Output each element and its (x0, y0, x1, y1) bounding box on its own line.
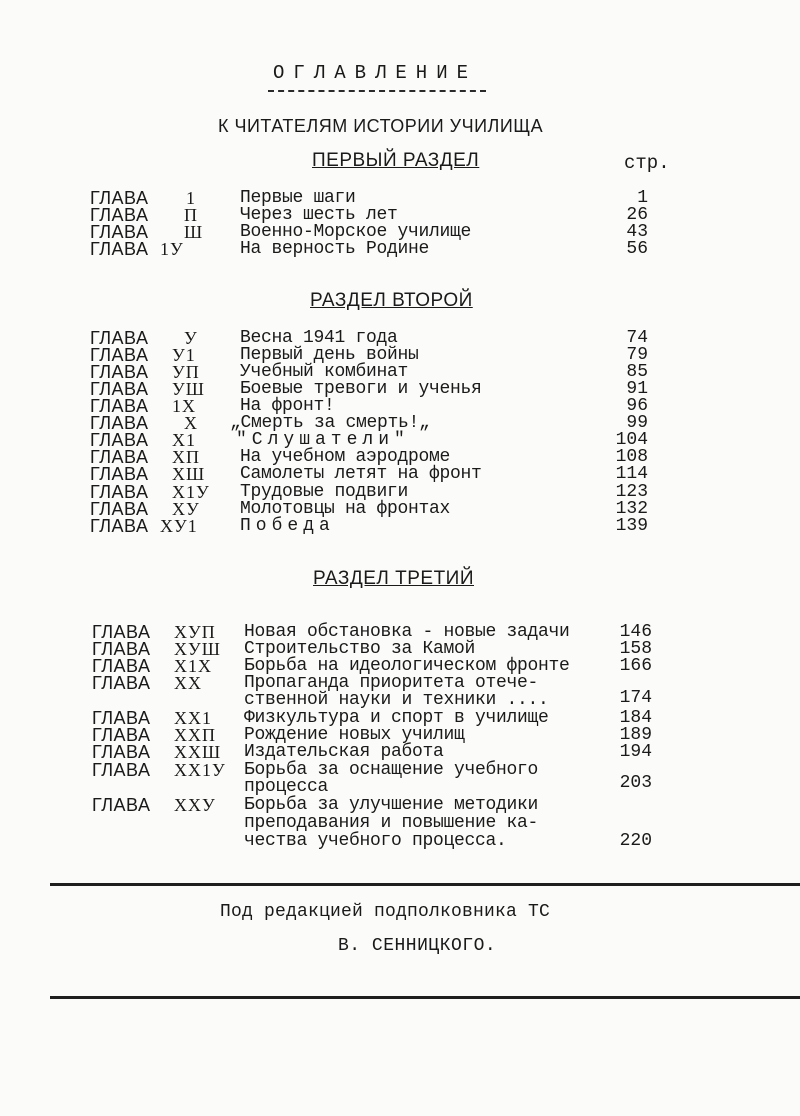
chapter-number: Х1Х (174, 656, 212, 676)
chapter-title-continued: чества учебного процесса. (244, 831, 507, 851)
chapter-title: Строительство за Камой (244, 639, 476, 659)
chapter-label: ГЛАВА (90, 447, 149, 467)
chapter-title-continued: процесса (244, 777, 329, 797)
chapter-label: ГЛАВА (92, 673, 151, 693)
chapter-label: ГЛАВА (90, 222, 149, 242)
chapter-title: Учебный комбинат (240, 362, 409, 382)
chapter-number: У (184, 328, 198, 348)
chapter-page: 174 (619, 688, 652, 708)
section-title-1: ПЕРВЫЙ РАЗДЕЛ (312, 150, 480, 171)
chapter-page: 85 (626, 362, 648, 382)
chapter-number: Х1 (172, 430, 196, 450)
chapter-page: 43 (626, 222, 648, 242)
chapter-number: ХХ1 (174, 708, 212, 728)
chapter-label: ГЛАВА (90, 499, 149, 519)
chapter-label: ГЛАВА (90, 413, 149, 433)
chapter-label: ГЛАВА (90, 396, 149, 416)
chapter-title: Физкультура и спорт в училище (244, 708, 549, 728)
separator-rule (50, 996, 800, 999)
chapter-number: Ш (184, 222, 204, 242)
chapter-label: ГЛАВА (92, 708, 151, 728)
chapter-page: 189 (619, 725, 652, 745)
toc-row-page (0, 688, 800, 710)
chapter-page: 132 (615, 499, 648, 519)
chapter-page: 104 (615, 430, 648, 450)
chapter-label: ГЛАВА (92, 656, 151, 676)
chapter-label: ГЛАВА (90, 345, 149, 365)
chapter-label: ГЛАВА (90, 464, 149, 484)
chapter-title: „Смерть за смерть!„ (230, 413, 430, 433)
chapter-page: 203 (619, 773, 652, 793)
editor-name: В. СЕННИЦКОГО. (338, 936, 497, 956)
chapter-number: ХХ1У (174, 760, 226, 780)
chapter-number: 1Х (172, 396, 196, 416)
toc-row-continuation (0, 815, 800, 832)
chapter-number: У1 (172, 345, 196, 365)
page-title: ОГЛАВЛЕНИЕ (272, 62, 478, 84)
separator-rule (50, 883, 800, 886)
chapter-title: Победа (240, 516, 335, 536)
chapter-number: 1 (186, 188, 196, 208)
chapter-title: На фронт! (240, 396, 335, 416)
chapter-number: ХХУ (174, 795, 216, 815)
chapter-number: Х (184, 413, 198, 433)
chapter-title: Борьба на идеологическом фронте (244, 656, 570, 676)
toc-row-continuation (0, 833, 800, 850)
chapter-page: 99 (626, 413, 648, 433)
chapter-label: ГЛАВА (90, 362, 149, 382)
chapter-title: Издательская работа (244, 742, 444, 762)
chapter-label: ГЛАВА (92, 795, 151, 815)
chapter-number: П (184, 205, 198, 225)
chapter-label: ГЛАВА (90, 482, 149, 502)
toc-row (0, 241, 800, 258)
chapter-label: ГЛАВА (92, 742, 151, 762)
chapter-page: 56 (626, 239, 648, 259)
chapter-title: Борьба за улучшение методики (244, 795, 539, 815)
chapter-label: ГЛАВА (90, 328, 149, 348)
chapter-title: Пропаганда приоритета отече- (244, 673, 539, 693)
toc-row (0, 466, 800, 483)
section-title-2: РАЗДЕЛ ВТОРОЙ (310, 290, 473, 311)
chapter-title: Рождение новых училищ (244, 725, 465, 745)
chapter-title: На верность Родине (240, 239, 430, 259)
chapter-title: "Слушатели" (236, 430, 410, 450)
chapter-number: ХУ1 (160, 516, 198, 536)
chapter-title-continued: преподавания и повышение ка- (244, 813, 539, 833)
chapter-number: ХШ (172, 464, 206, 484)
chapter-page: 74 (626, 328, 648, 348)
editor-line: Под редакцией подполковника ТС (220, 902, 551, 922)
chapter-label: ГЛАВА (92, 639, 151, 659)
chapter-number: ХХШ (174, 742, 222, 762)
chapter-title: Весна 1941 года (240, 328, 398, 348)
chapter-number: ХХ (174, 673, 202, 693)
toc-row (0, 518, 800, 535)
chapter-label: ГЛАВА (92, 760, 151, 780)
chapter-label: ГЛАВА (90, 188, 149, 208)
chapter-number: ХУШ (174, 639, 221, 659)
chapter-label: ГЛАВА (90, 430, 149, 450)
chapter-number: УШ (172, 379, 205, 399)
chapter-title: На учебном аэродроме (240, 447, 451, 467)
chapter-page: 184 (619, 708, 652, 728)
chapter-page: 108 (615, 447, 648, 467)
chapter-number: 1У (160, 239, 184, 259)
chapter-title: Через шесть лет (240, 205, 398, 225)
chapter-page: 123 (615, 482, 648, 502)
chapter-page: 166 (619, 656, 652, 676)
chapter-label: ГЛАВА (90, 379, 149, 399)
chapter-number: ХУП (174, 622, 216, 642)
chapter-page: 91 (626, 379, 648, 399)
chapter-number: УП (172, 362, 200, 382)
chapter-label: ГЛАВА (92, 622, 151, 642)
chapter-page: 146 (619, 622, 652, 642)
chapter-number: Х1У (172, 482, 210, 502)
chapter-page: 220 (619, 831, 652, 851)
chapter-page: 79 (626, 345, 648, 365)
chapter-label: ГЛАВА (92, 725, 151, 745)
chapter-label: ГЛАВА (90, 205, 149, 225)
page-column-label: стр. (624, 152, 670, 174)
chapter-page: 1 (637, 188, 648, 208)
chapter-page: 139 (615, 516, 648, 536)
chapter-title: Первый день войны (240, 345, 419, 365)
chapter-page: 158 (619, 639, 652, 659)
chapter-title-continued: ственной науки и техники .... (244, 690, 549, 710)
chapter-title: Борьба за оснащение учебного (244, 760, 539, 780)
chapter-title: Первые шаги (240, 188, 356, 208)
chapter-title: Трудовые подвиги (240, 482, 409, 502)
section-title-3: РАЗДЕЛ ТРЕТИЙ (313, 568, 474, 589)
chapter-page: 26 (626, 205, 648, 225)
chapter-label: ГЛАВА (90, 516, 149, 536)
toc-row (0, 744, 800, 761)
chapter-page: 114 (615, 464, 648, 484)
chapter-title: Военно-Морское училище (240, 222, 472, 242)
toc-row-page (0, 775, 800, 792)
chapter-number: ХХП (174, 725, 216, 745)
title-underline (268, 90, 486, 92)
chapter-title: Молотовцы на фронтах (240, 499, 451, 519)
chapter-label: ГЛАВА (90, 239, 149, 259)
chapter-number: ХУ (172, 499, 200, 519)
chapter-title: Боевые тревоги и ученья (240, 379, 482, 399)
toc-row (0, 797, 800, 814)
chapter-page: 96 (626, 396, 648, 416)
chapter-number: ХП (172, 447, 200, 467)
intro-entry: К ЧИТАТЕЛЯМ ИСТОРИИ УЧИЛИЩА (218, 116, 544, 136)
chapter-title: Новая обстановка - новые задачи (244, 622, 570, 642)
chapter-page: 194 (619, 742, 652, 762)
chapter-title: Самолеты летят на фронт (240, 464, 482, 484)
